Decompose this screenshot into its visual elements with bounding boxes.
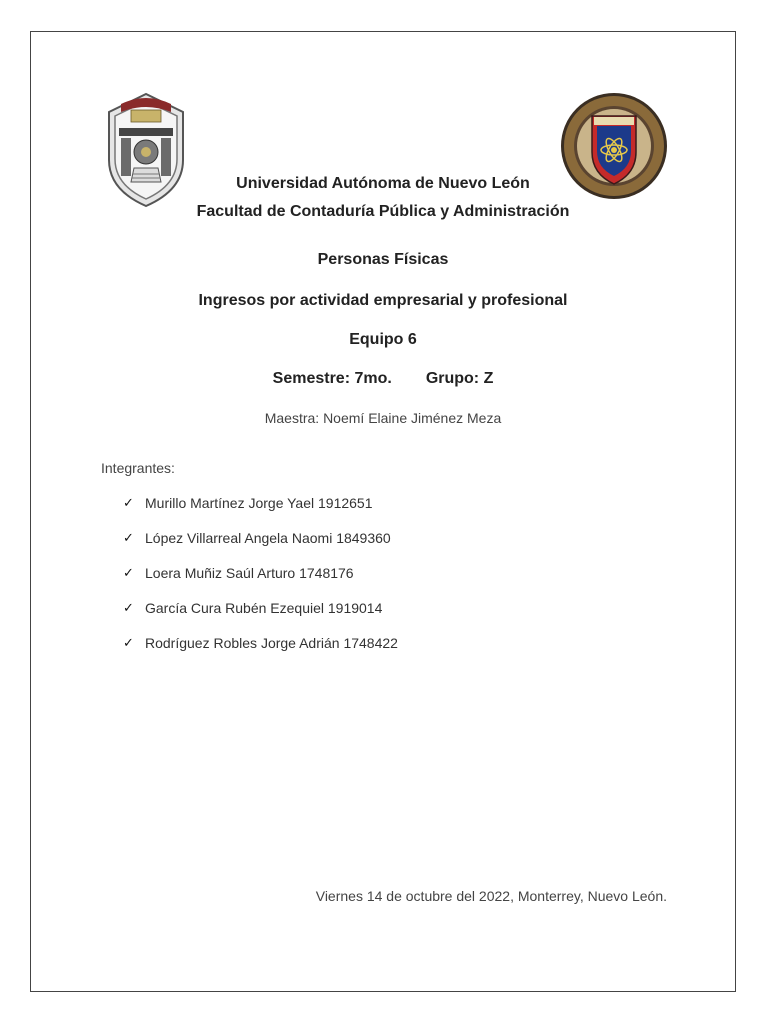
check-icon: ✓ <box>123 530 134 545</box>
members-label: Integrantes: <box>101 460 175 476</box>
member-name: Loera Muñiz Saúl Arturo 1748176 <box>145 565 354 581</box>
group-text: Grupo: Z <box>425 370 494 387</box>
university-name: Universidad Autónoma de Nuevo León <box>236 175 530 192</box>
list-item <box>123 635 398 670</box>
members-list <box>123 495 398 670</box>
teacher-name: Maestra: Noemí Elaine Jiménez Meza <box>264 410 502 426</box>
team-title: Equipo 6 <box>349 331 417 348</box>
semester-text: Semestre: 7mo. <box>272 370 392 387</box>
check-icon: ✓ <box>123 495 134 510</box>
topic-title: Ingresos por actividad empresarial y profesional <box>198 292 568 309</box>
list-item <box>123 600 398 635</box>
semester-group-line <box>31 370 735 388</box>
date-place: Viernes 14 de octubre del 2022, Monterrey, Nuevo León. <box>315 888 667 904</box>
member-name: López Villarreal Angela Naomi 1849360 <box>145 530 391 546</box>
member-name: García Cura Rubén Ezequiel 1919014 <box>145 600 383 616</box>
document-page <box>30 31 736 992</box>
check-icon: ✓ <box>123 635 134 650</box>
list-item <box>123 565 398 600</box>
check-icon: ✓ <box>123 565 134 580</box>
list-item <box>123 495 398 530</box>
check-icon: ✓ <box>123 600 134 615</box>
faculty-name: Facultad de Contaduría Pública y Administración <box>196 203 570 220</box>
list-item <box>123 530 398 565</box>
subject-title: Personas Físicas <box>317 251 449 268</box>
member-name: Rodríguez Robles Jorge Adrián 1748422 <box>145 635 398 651</box>
member-name: Murillo Martínez Jorge Yael 1912651 <box>145 495 373 511</box>
